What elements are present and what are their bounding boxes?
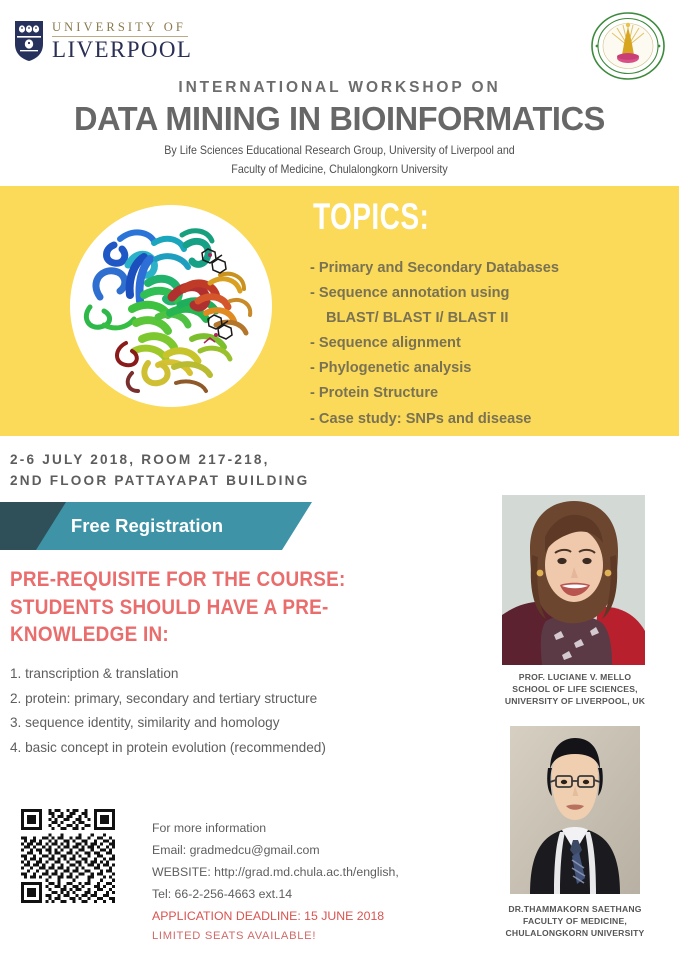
event-date-venue bbox=[10, 450, 309, 491]
contact-tel: Tel: 66-2-256-4663 ext.14 bbox=[152, 886, 293, 901]
speaker-1-name: PROF. LUCIANE V. MELLO bbox=[518, 672, 632, 682]
prerequisite-heading-line-1: PRE-REQUISITE FOR THE COURSE: bbox=[10, 567, 346, 591]
byline-line-1: By Life Sciences Educational Research Group, University of Liverpool and bbox=[164, 144, 515, 157]
protein-ribbon-svg bbox=[70, 205, 272, 407]
prerequisite-heading bbox=[10, 566, 388, 649]
prerequisite-item: 1. transcription & translation bbox=[10, 666, 179, 681]
application-deadline: APPLICATION DEADLINE: 15 JUNE 2018 bbox=[152, 908, 385, 923]
prerequisite-item: 4. basic concept in protein evolution (recommended) bbox=[10, 740, 326, 756]
speaker-1-affiliation-2: UNIVERSITY OF LIVERPOOL, UK bbox=[504, 696, 646, 707]
speaker-2-portrait bbox=[510, 726, 640, 894]
liverpool-shield-icon bbox=[14, 20, 44, 62]
prerequisite-heading-line-3: KNOWLEDGE IN: bbox=[10, 622, 169, 647]
byline bbox=[27, 141, 652, 179]
byline-line-2: Faculty of Medicine, Chulalongkorn University bbox=[231, 163, 448, 177]
contact-heading: For more information bbox=[152, 821, 267, 835]
topic-item: - Case study: SNPs and disease bbox=[310, 410, 532, 427]
event-date-line-2: 2ND FLOOR PATTAYAPAT BUILDING bbox=[10, 472, 310, 488]
university-of-liverpool-logo bbox=[14, 18, 194, 64]
page-title: DATA MINING IN BIOINFORMATICS bbox=[74, 101, 605, 138]
protein-ribbon-structure-image bbox=[70, 205, 272, 407]
speaker-2-affiliation-1: FACULTY OF MEDICINE, bbox=[523, 916, 627, 927]
photo-luciane-mello bbox=[502, 495, 645, 665]
speaker-2-name: DR.THAMMAKORN SAETHANG bbox=[508, 904, 642, 914]
speaker-2-affiliation-2: CHULALONGKORN UNIVERSITY bbox=[505, 928, 645, 939]
topics-list bbox=[310, 256, 660, 432]
chulalongkorn-seal-icon bbox=[590, 11, 666, 81]
free-registration-label: Free Registration bbox=[70, 515, 224, 536]
topic-item: - Protein Structure bbox=[310, 385, 439, 402]
free-registration-banner bbox=[0, 502, 312, 550]
prerequisite-item: 2. protein: primary, secondary and tertiary structure bbox=[10, 690, 318, 706]
contact-block bbox=[152, 818, 472, 947]
speaker-2-caption bbox=[480, 903, 670, 940]
prerequisite-heading-line-2: STUDENTS SHOULD HAVE A PRE- bbox=[10, 594, 329, 619]
contact-website[interactable]: WEBSITE: http://grad.md.chula.ac.th/english, bbox=[152, 864, 399, 879]
contact-email[interactable]: Email: gradmedcu@gmail.com bbox=[152, 842, 320, 857]
speaker-1-affiliation-1: SCHOOL OF LIFE SCIENCES, bbox=[512, 684, 638, 695]
photo-thammakorn-saethang bbox=[510, 726, 640, 894]
topic-item: - Sequence alignment bbox=[310, 335, 461, 352]
prerequisite-item: 3. sequence identity, similarity and homology bbox=[10, 715, 280, 731]
kicker-text: INTERNATIONAL WORKSHOP ON bbox=[178, 79, 501, 96]
liverpool-wordmark-bottom: LIVERPOOL bbox=[52, 37, 193, 62]
liverpool-wordmark-top: UNIVERSITY OF bbox=[52, 20, 186, 34]
liverpool-wordmark bbox=[52, 21, 192, 61]
topic-item: BLAST/ BLAST I/ BLAST II bbox=[326, 310, 509, 327]
prerequisite-list bbox=[10, 662, 470, 761]
speaker-1-caption bbox=[480, 671, 670, 708]
topic-item: - Primary and Secondary Databases bbox=[310, 260, 560, 276]
topic-item: - Sequence annotation using bbox=[310, 285, 510, 302]
topic-item: - Phylogenetic analysis bbox=[310, 360, 472, 377]
limited-seats-notice: LIMITED SEATS AVAILABLE! bbox=[152, 930, 317, 943]
topics-heading: TOPICS: bbox=[313, 196, 430, 237]
event-date-line-1: 2-6 JULY 2018, ROOM 217-218, bbox=[10, 452, 270, 467]
speaker-1-portrait bbox=[502, 495, 645, 665]
qr-code[interactable] bbox=[18, 806, 118, 906]
